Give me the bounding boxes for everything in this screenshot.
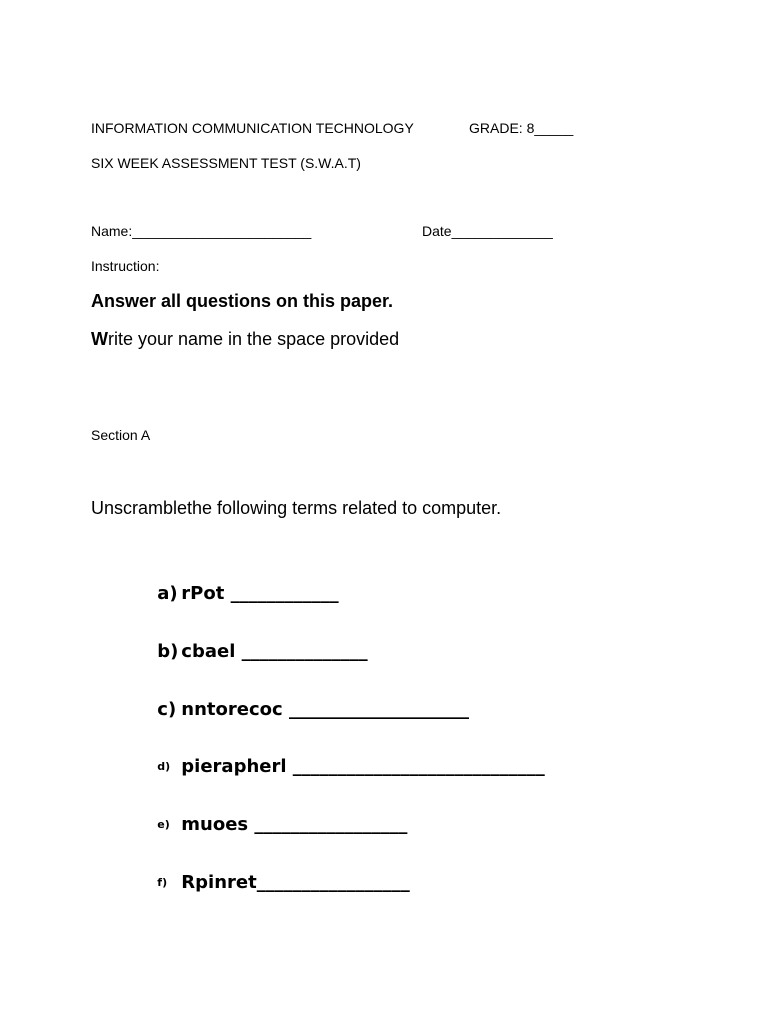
name-field: Name:_______________________ [91, 223, 312, 239]
answer-blank: ______________ [235, 641, 368, 662]
list-item [135, 853, 410, 912]
grade-field: GRADE: 8_____ [469, 120, 574, 136]
subject-title: INFORMATION COMMUNICATION TECHNOLOGY [91, 120, 414, 136]
scrambled-word: rPot [181, 583, 225, 604]
answer-blank: _________________ [248, 814, 408, 835]
test-title: SIX WEEK ASSESSMENT TEST (S.W.A.T) [91, 155, 361, 171]
instruction-line-1: Answer all questions on this paper. [91, 291, 394, 311]
item-label: c) [157, 699, 177, 720]
item-label: b) [157, 641, 179, 662]
list-item [135, 680, 469, 739]
item-label: f) [157, 876, 168, 889]
scrambled-word: nntorecoc [181, 699, 283, 720]
section-prompt: Unscramblethe following terms related to computer. [91, 498, 502, 518]
section-title: Section A [91, 427, 151, 443]
list-item [135, 622, 368, 681]
answer-blank: _________________ [256, 872, 410, 893]
answer-blank: ____________ [224, 583, 339, 604]
scrambled-word: cbael [181, 641, 236, 662]
list-item [135, 795, 407, 854]
date-field: Date_____________ [422, 223, 553, 239]
answer-blank: ____________________________ [286, 756, 545, 777]
answer-blank: ____________________ [282, 699, 469, 720]
item-label: a) [157, 583, 178, 604]
instruction-line-2-rest: rite your name in the space provided [108, 329, 400, 349]
instruction-line-2 [91, 329, 399, 350]
scrambled-word: muoes [181, 814, 249, 835]
list-item [135, 564, 339, 623]
instruction-label: Instruction: [91, 258, 160, 274]
item-label: d) [157, 760, 171, 773]
instruction-line-2-initial: W [91, 329, 108, 349]
scrambled-word: pierapherl [181, 756, 287, 777]
scrambled-word: Rpinret [181, 872, 257, 893]
item-label: e) [157, 818, 170, 831]
list-item [135, 737, 545, 796]
